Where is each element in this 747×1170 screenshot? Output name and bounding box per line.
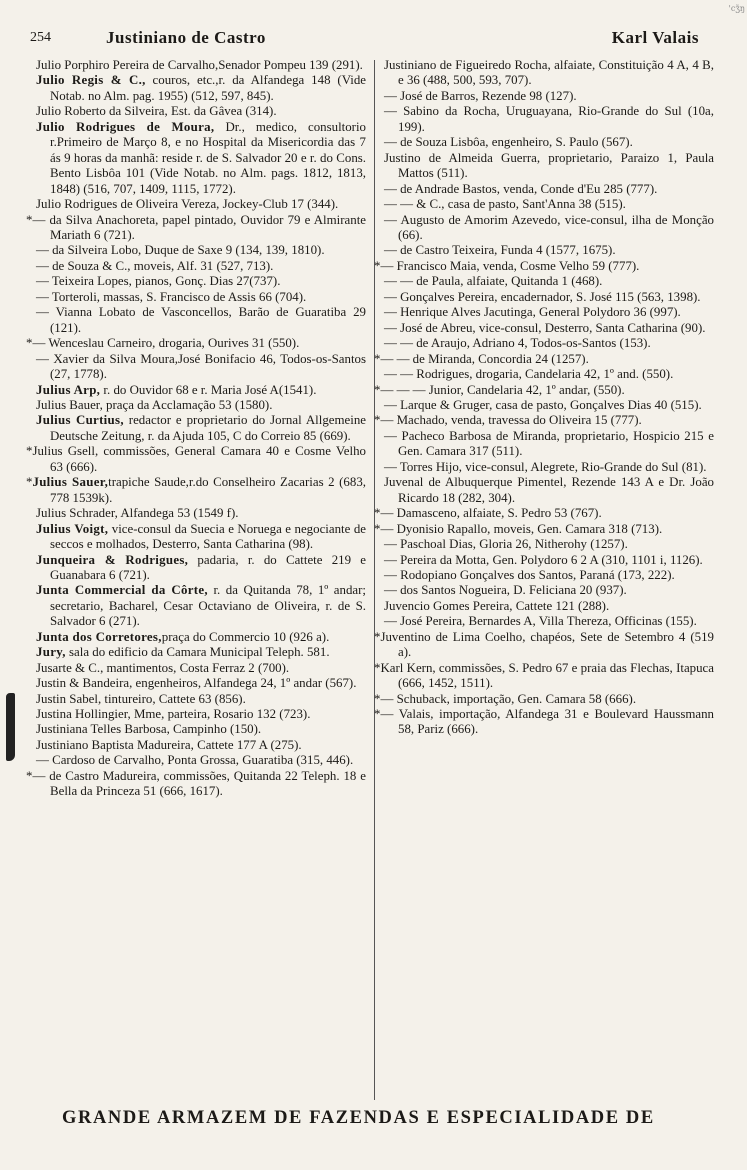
entry-text: — — de Miranda, Concordia 24 (1257). — [380, 351, 589, 366]
entry-text: redactor e proprietario do Jornal Allgemeine Deutsche Zeitung, r. da Ajuda 105, C do Correio 85 (669). — [50, 413, 366, 443]
entry-text: Justiniana Telles Barbosa, Campinho (150). — [36, 722, 262, 737]
directory-entry — [26, 213, 366, 244]
entry-text: — da Silva Anachoreta, papel pintado, Ouvidor 79 e Almirante Mariath 6 (721). — [32, 212, 366, 242]
directory-entry — [36, 274, 366, 289]
directory-entry — [384, 553, 714, 568]
entry-star-marker: * — [26, 475, 33, 490]
entry-star-marker: * — [374, 351, 381, 366]
directory-entry — [36, 506, 366, 521]
directory-entry — [36, 583, 366, 629]
directory-entry — [384, 599, 714, 614]
directory-entry — [384, 213, 714, 244]
entry-text: — de Souza Lisbôa, engenheiro, S. Paulo (567). — [384, 135, 633, 150]
page-header — [30, 28, 725, 50]
directory-entry — [384, 475, 714, 506]
entry-star-marker: * — [374, 382, 381, 397]
entry-text: — Gonçalves Pereira, encadernador, S. José 115 (563, 1398). — [384, 289, 701, 304]
directory-entry — [384, 290, 714, 305]
directory-entry — [26, 769, 366, 800]
directory-entry — [384, 305, 714, 320]
directory-entry — [374, 259, 714, 274]
entry-text: — Dyonisio Rapallo, moveis, Gen. Camara 318 (713). — [380, 521, 663, 536]
directory-entry — [374, 352, 714, 367]
entry-text: — Torteroli, massas, S. Francisco de Assis 66 (704). — [36, 289, 307, 304]
directory-entry — [374, 522, 714, 537]
directory-entry — [384, 460, 714, 475]
entry-text: — Machado, venda, travessa do Oliveira 15 (777). — [380, 413, 642, 428]
directory-entry — [36, 630, 366, 645]
directory-entry — [384, 197, 714, 212]
entry-text: r. do Ouvidor 68 e r. Maria José A(1541). — [100, 382, 317, 397]
entry-star-marker: * — [374, 707, 381, 722]
entry-text: — Rodopiano Gonçalves dos Santos, Paraná (173, 222). — [384, 567, 675, 582]
entry-star-marker: * — [26, 444, 33, 459]
entry-text: — da Silveira Lobo, Duque de Saxe 9 (134, 139, 1810). — [36, 243, 325, 258]
entry-text: — Pacheco Barbosa de Miranda, proprietario, Hospicio 215 e Gen. Camara 317 (511). — [384, 428, 714, 459]
directory-entry — [36, 753, 366, 768]
entry-text: — Henrique Alves Jacutinga, General Polydoro 36 (997). — [384, 305, 681, 320]
directory-entry — [384, 537, 714, 552]
entry-star-marker: * — [26, 336, 33, 351]
directory-entry — [384, 583, 714, 598]
entry-text: — José de Abreu, vice-consul, Desterro, Santa Catharina (90). — [384, 320, 706, 335]
directory-entry — [384, 89, 714, 104]
entry-star-marker: * — [374, 660, 381, 675]
directory-entry — [36, 676, 366, 691]
entry-text: Julio Rodrigues de Oliveira Vereza, Jockey-Club 17 (344). — [36, 197, 339, 212]
directory-entry — [384, 614, 714, 629]
entry-star-marker: * — [374, 413, 381, 428]
directory-entry — [384, 274, 714, 289]
entry-name-bold: Julius Curtius, — [36, 413, 124, 428]
entry-text: Julius Schrader, Alfandega 53 (1549 f). — [36, 506, 239, 521]
entry-text: Julio Porphiro Pereira de Carvalho,Senador Pompeu 139 (291). — [36, 58, 363, 72]
directory-entry — [36, 259, 366, 274]
entry-text: Karl Kern, commissões, S. Pedro 67 e praia das Flechas, Itapuca (666, 1452, 1511). — [380, 660, 714, 691]
entry-name-bold: Junta dos Corretores, — [36, 629, 162, 644]
footer-advertisement: GRANDE ARMAZEM DE FAZENDAS E ESPECIALIDADE DE — [62, 1108, 655, 1128]
directory-entry — [36, 120, 366, 197]
margin-ink-mark — [6, 693, 15, 761]
entry-text: — Teixeira Lopes, pianos, Gonç. Dias 27(737). — [36, 274, 281, 289]
entry-name-bold: Julius Arp, — [36, 382, 101, 397]
directory-entry — [374, 630, 714, 661]
directory-entry — [36, 197, 366, 212]
entry-text: sala do edificio da Camara Municipal Teleph. 581. — [65, 645, 330, 660]
entry-star-marker: * — [374, 629, 381, 644]
directory-entry — [374, 692, 714, 707]
entry-text: — Torres Hijo, vice-consul, Alegrete, Rio-Grande do Sul (81). — [384, 459, 707, 474]
directory-entry — [36, 707, 366, 722]
entry-text: Julius Bauer, praça da Acclamação 53 (1580). — [36, 397, 273, 412]
running-head-left: Justiniano de Castro — [106, 28, 266, 47]
entry-text: — — Rodrigues, drogaria, Candelaria 42, 1º and. (550). — [384, 367, 674, 382]
entry-text: — de Castro Madureira, commissões, Quitanda 22 Teleph. 18 e Bella da Princeza 51 (666, 1617). — [32, 768, 366, 799]
entry-text: — Schuback, importação, Gen. Camara 58 (666). — [380, 691, 637, 706]
directory-entry — [384, 104, 714, 135]
entry-text: Jusarte & C., mantimentos, Costa Ferraz 2 (700). — [36, 660, 290, 675]
entry-text: Juvencio Gomes Pereira, Cattete 121 (288). — [384, 598, 610, 613]
entry-text: Juventino de Lima Coelho, chapéos, Sete de Setembro 4 (519 a). — [380, 629, 714, 660]
entry-text: — Augusto de Amorim Azevedo, vice-consul, ilha de Monção (66). — [384, 212, 714, 242]
entry-text: — Damasceno, alfaiate, S. Pedro 53 (767). — [380, 506, 602, 521]
entry-text: trapiche Saude,r.do Conselheiro Zacarias 2 (683, 778 1539k). — [50, 475, 366, 505]
entry-star-marker: * — [374, 691, 381, 706]
directory-entry — [384, 336, 714, 351]
page-number: 254 — [30, 30, 51, 45]
entry-name-bold: Junqueira & Rodrigues, — [36, 552, 189, 567]
directory-entry — [384, 367, 714, 382]
directory-entry — [36, 243, 366, 258]
entry-text: — — & C., casa de pasto, Sant'Anna 38 (515). — [384, 197, 626, 212]
entry-text: Justino de Almeida Guerra, proprietario, Paraizo 1, Paula Mattos (511). — [384, 150, 714, 181]
directory-entry — [36, 58, 366, 73]
entry-text: — Sabino da Rocha, Uruguayana, Rio-Grande do Sul (10a, 199). — [384, 104, 714, 134]
entry-text: r. da Quitanda 78, 1º andar; secretario, Bacharel, Cesar Octaviano de Oliveira, r. de S. Salvador 6 (271). — [50, 583, 366, 629]
entry-text: praça do Commercio 10 (926 a). — [161, 629, 330, 644]
directory-entry — [384, 321, 714, 336]
entry-text: Justiniano de Figueiredo Rocha, alfaiate, Constituição 4 A, 4 B, e 36 (488, 500, 593, 707). — [384, 58, 714, 88]
directory-entry — [36, 104, 366, 119]
entry-name-bold: Julio Rodrigues de Moura, — [36, 119, 215, 134]
directory-entry — [384, 429, 714, 460]
left-column — [26, 58, 367, 800]
entry-text: — — — Junior, Candelaria 42, 1º andar, (550). — [380, 382, 625, 397]
directory-entry — [26, 475, 366, 506]
entry-name-bold: Julio Regis & C., — [36, 73, 146, 88]
entry-text: — — de Araujo, Adriano 4, Todos-os-Santos (153). — [384, 336, 651, 351]
entry-text: — Francisco Maia, venda, Cosme Velho 59 (777). — [380, 258, 640, 273]
entry-text: Julio Roberto da Silveira, Est. da Gâvea (314). — [36, 104, 277, 119]
directory-entry — [384, 398, 714, 413]
directory-entry — [36, 290, 366, 305]
directory-entry — [374, 661, 714, 692]
entry-text: — José Pereira, Bernardes A, Villa Thereza, Officinas (155). — [384, 614, 697, 629]
entry-text: — de Souza & C., moveis, Alf. 31 (527, 713). — [36, 258, 274, 273]
entry-star-marker: * — [26, 212, 33, 227]
entry-name-bold: Julius Voigt, — [36, 521, 109, 536]
entry-name-bold: Julius Sauer, — [32, 475, 109, 490]
entry-text: couros, etc.,r. da Alfandega 148 (Vide Notab. no Alm. pag. 1955) (512, 597, 845). — [50, 73, 366, 103]
directory-entry — [36, 522, 366, 553]
directory-entry — [36, 692, 366, 707]
entry-text: — Wenceslau Carneiro, drogaria, Ourives 31 (550). — [32, 336, 300, 351]
entry-text: — — de Paula, alfaiate, Quitanda 1 (468). — [384, 274, 603, 289]
entry-star-marker: * — [374, 258, 381, 273]
directory-entry — [36, 413, 366, 444]
entry-text: — de Castro Teixeira, Funda 4 (1577, 1675). — [384, 243, 616, 258]
directory-entry — [36, 305, 366, 336]
directory-entry — [374, 383, 714, 398]
directory-entry — [374, 413, 714, 428]
entry-star-marker: * — [374, 521, 381, 536]
entry-text: Justiniano Baptista Madureira, Cattete 177 A (275). — [36, 737, 302, 752]
directory-entry — [36, 738, 366, 753]
corner-mark: 'cʒ̃ŋ — [728, 4, 745, 13]
entry-name-bold: Jury, — [36, 645, 66, 660]
directory-entry — [384, 568, 714, 583]
entry-text: Julius Gsell, commissões, General Camara 40 e Cosme Velho 63 (666). — [32, 444, 366, 474]
directory-entry — [384, 58, 714, 89]
entry-text: — Pereira da Motta, Gen. Polydoro 6 2 A (310, 1101 i, 1126). — [384, 552, 703, 567]
entry-text: — dos Santos Nogueira, D. Feliciana 20 (937). — [384, 583, 627, 598]
directory-entry — [36, 645, 366, 660]
directory-entry — [384, 151, 714, 182]
entry-star-marker: * — [374, 506, 381, 521]
directory-entry — [36, 383, 366, 398]
entry-text: Juvenal de Albuquerque Pimentel, Rezende 143 A e Dr. João Ricardo 18 (282, 304). — [384, 475, 714, 505]
directory-entry — [36, 722, 366, 737]
directory-entry — [374, 506, 714, 521]
entry-name-bold: Junta Commercial da Côrte, — [36, 583, 208, 598]
directory-entry — [36, 73, 366, 104]
running-head-right: Karl Valais — [611, 28, 699, 47]
directory-entry — [384, 182, 714, 197]
entry-text: — José de Barros, Rezende 98 (127). — [384, 88, 577, 103]
directory-entry — [36, 352, 366, 383]
entry-text: Justin & Bandeira, engenheiros, Alfandega 24, 1º andar (567). — [36, 676, 357, 691]
entry-text: — de Andrade Bastos, venda, Conde d'Eu 285 (777). — [384, 181, 658, 196]
entry-text: — Paschoal Dias, Gloria 26, Nitherohy (1257). — [384, 537, 628, 552]
directory-entry — [36, 553, 366, 584]
directory-entry — [374, 707, 714, 738]
entry-text: Dr., medico, consultorio r.Primeiro de Março 8, e no Hospital da Misericordia das 7 ás 9 horas da manhã: reside r. de S. Salvador 20 e r. do Cons. Bento Lisbôa 101 (Vide Notab. no Alm. pags. 1812, 1813, 1848) (516, 707, 1409, 1115, 1772). — [50, 119, 367, 196]
directory-entry — [36, 398, 366, 413]
right-column — [374, 58, 714, 738]
entry-star-marker: * — [26, 768, 33, 783]
entry-text: — Larque & Gruger, casa de pasto, Gonçalves Dias 40 (515). — [384, 397, 702, 412]
entry-text: — Vianna Lobato de Vasconcellos, Barão de Guaratiba 29 (121). — [36, 305, 366, 335]
directory-entry — [26, 444, 366, 475]
entry-text: — Xavier da Silva Moura,José Bonifacio 46, Todos-os-Santos (27, 1778). — [36, 351, 366, 382]
column-divider — [374, 60, 375, 1100]
entry-text: — Cardoso de Carvalho, Ponta Grossa, Guaratiba (315, 446). — [36, 753, 354, 768]
directory-entry — [26, 336, 366, 351]
directory-entry — [384, 243, 714, 258]
directory-entry — [384, 135, 714, 150]
entry-text: — Valais, importação, Alfandega 31 e Boulevard Haussmann 58, Pariz (666). — [380, 707, 714, 737]
entry-text: Justina Hollingier, Mme, parteira, Rosario 132 (723). — [36, 707, 311, 722]
entry-text: vice-consul da Suecia e Noruega e negociante de seccos e molhados, Desterro, Santa Catharina (98). — [50, 521, 367, 552]
entry-text: padaria, r. do Cattete 219 e Guanabara 6 (721). — [50, 552, 366, 582]
directory-entry — [36, 661, 366, 676]
entry-text: Justin Sabel, tintureiro, Cattete 63 (856). — [36, 691, 246, 706]
